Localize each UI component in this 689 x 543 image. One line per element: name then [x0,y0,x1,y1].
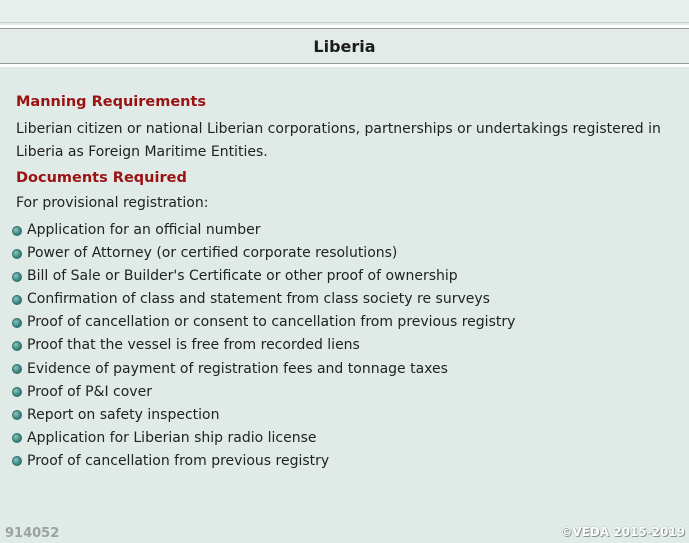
list-item [12,358,676,381]
list-item [12,404,676,427]
copyright-notice: ©VEDA 2015-2019 [560,525,685,539]
bullet-icon [12,387,22,397]
list-item [12,288,676,311]
list-item [12,242,676,265]
manning-heading: Manning Requirements [16,94,207,110]
bullet-icon [12,295,22,305]
manning-text: Liberian citizen or national Liberian corporations, partnerships or undertakings registered in Liberia as Foreign Maritime Entities. [16,121,661,160]
top-strip [0,0,689,23]
bullet-icon [12,410,22,420]
list-item-text: Proof of cancellation or consent to cancellation from previous registry [27,314,516,331]
record-id: 914052 [5,526,60,541]
documents-list [12,219,676,473]
list-item-text: Proof of cancellation from previous registry [27,452,330,469]
bullet-icon [12,433,22,443]
bullet-icon [12,226,22,236]
list-item-text: Application for Liberian ship radio license [27,429,317,446]
bullet-icon [12,364,22,374]
list-item-text: Power of Attorney (or certified corporate resolutions) [27,245,398,262]
list-item [12,334,676,357]
bullet-icon [12,272,22,282]
list-item-text: Evidence of payment of registration fees and tonnage taxes [27,360,448,377]
list-item-text: Application for an official number [27,222,261,238]
list-item-text: Proof that the vessel is free from recorded liens [27,337,360,354]
list-item [12,265,676,288]
documents-intro: For provisional registration: [16,195,209,211]
list-item [12,219,676,242]
bullet-icon [12,341,22,351]
list-item-text: Report on safety inspection [27,406,220,423]
content [16,92,676,473]
list-item-text: Proof of P&I cover [27,383,152,400]
bullet-icon [12,249,22,259]
bullet-icon [12,456,22,466]
bullet-icon [12,318,22,328]
list-item [12,311,676,334]
list-item-text: Confirmation of class and statement from class society re surveys [27,291,490,308]
list-item [12,427,676,450]
title-bar [0,28,689,64]
list-item [12,381,676,404]
list-item [12,450,676,473]
page-title: Liberia [313,36,376,56]
documents-heading: Documents Required [16,170,187,186]
list-item-text: Bill of Sale or Builder's Certificate or other proof of ownership [27,268,458,285]
